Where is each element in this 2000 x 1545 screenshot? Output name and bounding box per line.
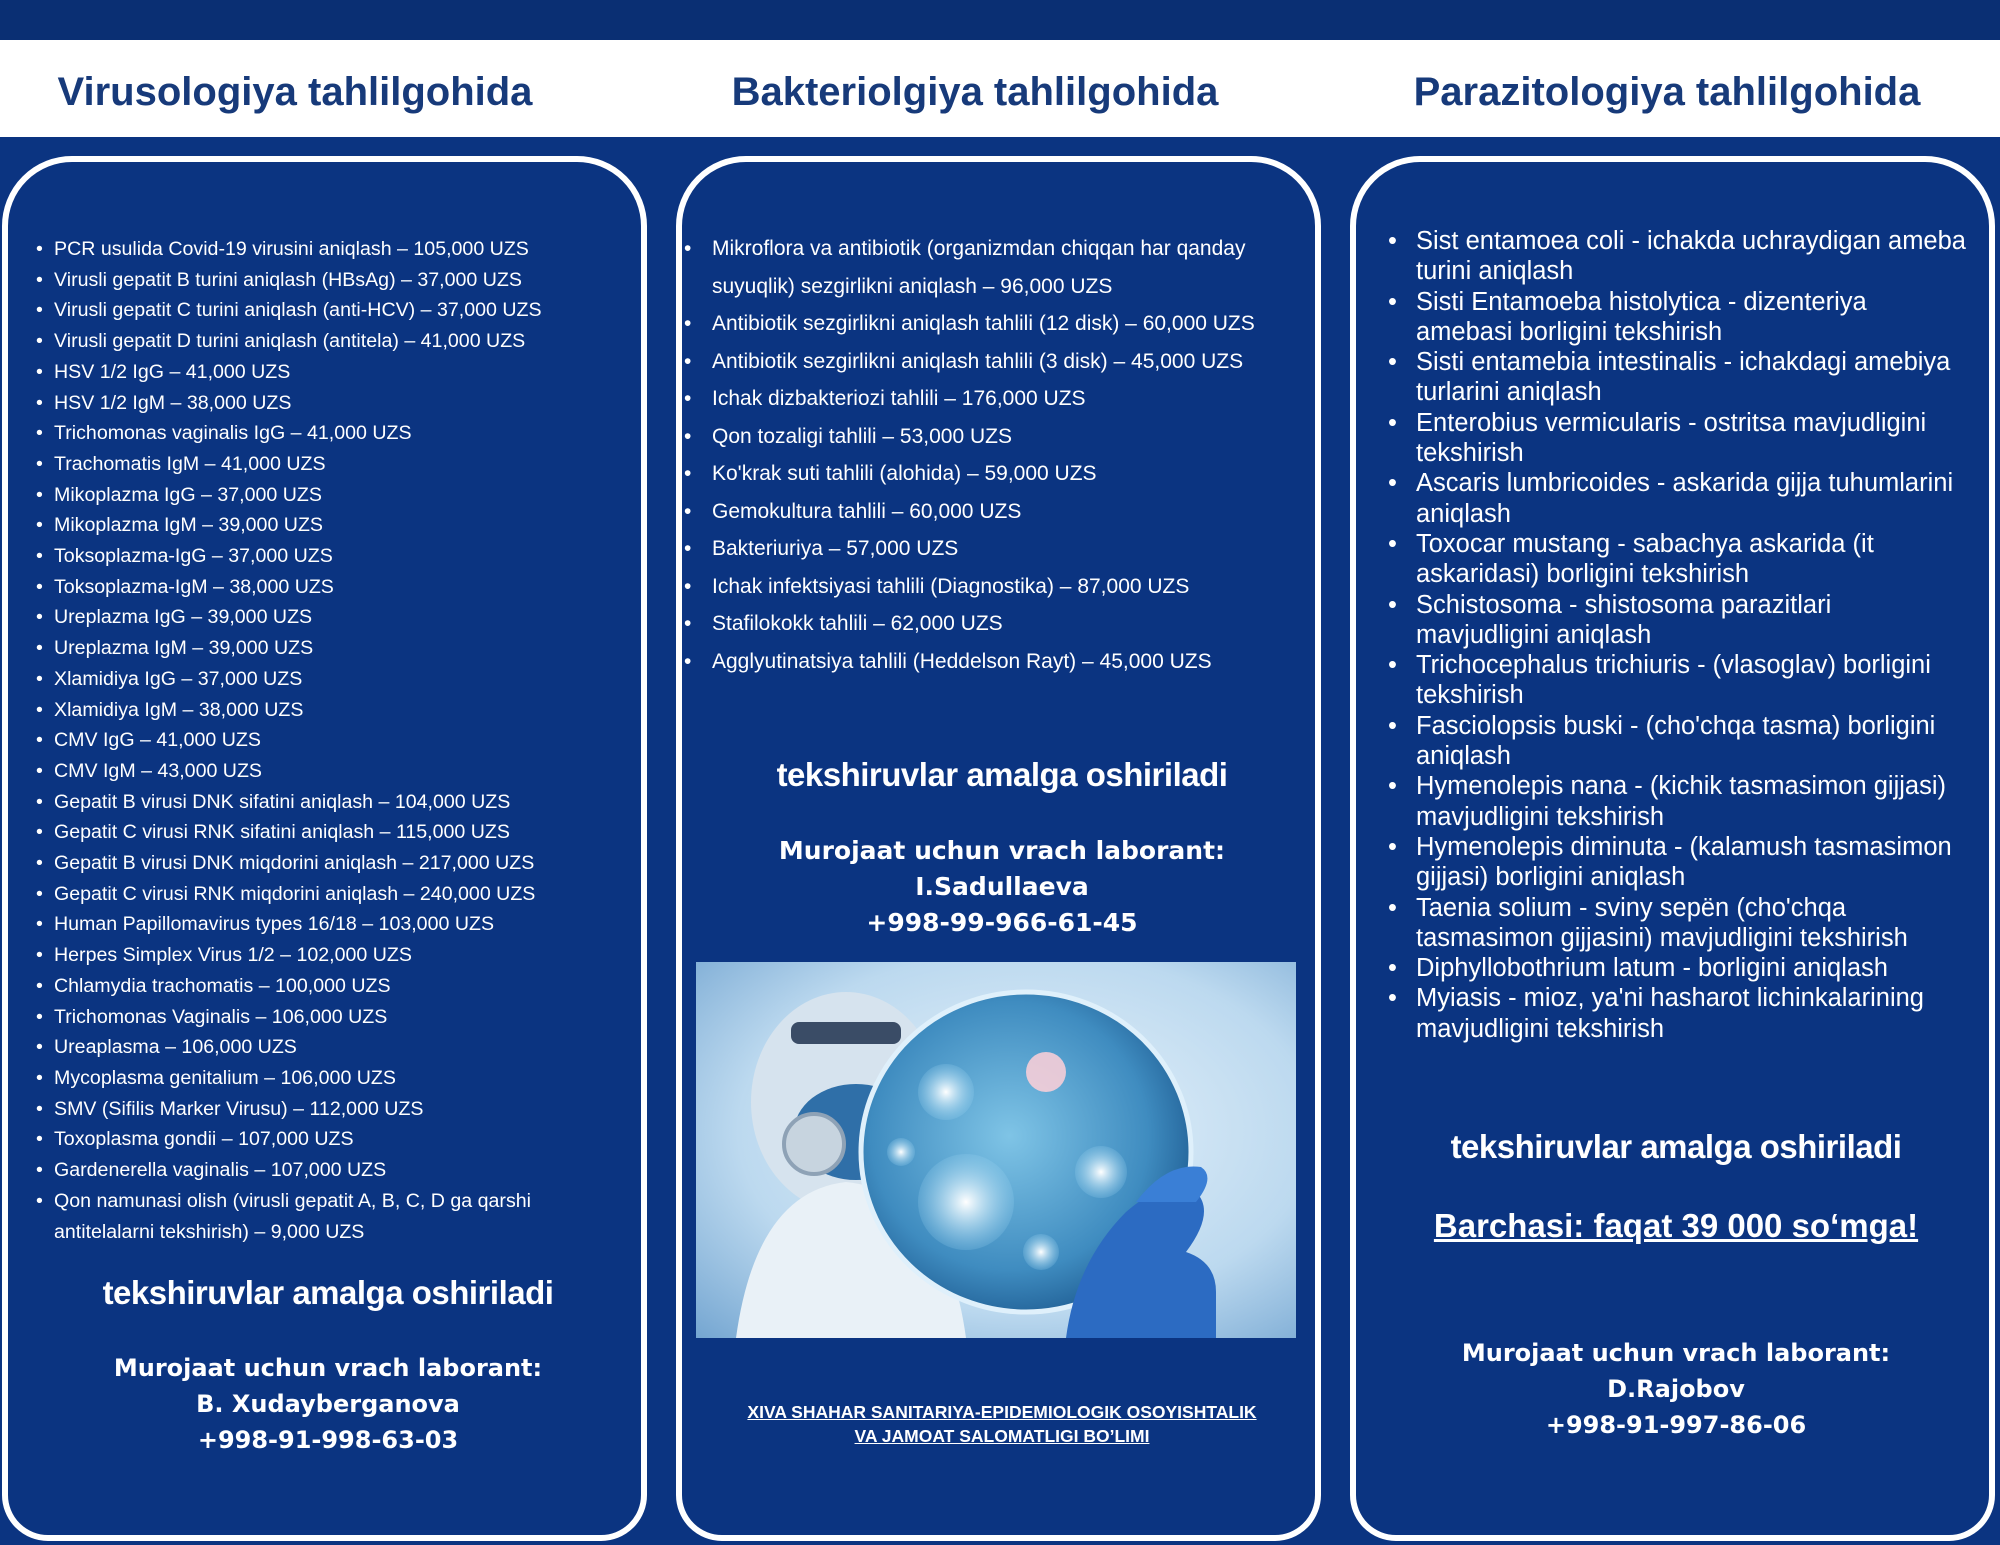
list-item: • Toxoplasma gondii – 107,000 UZS (54, 1124, 634, 1155)
parasitology-contact (1356, 1335, 1995, 1443)
list-item: • Gepatit C virusi RNK miqdorini aniqlash – 240,000 UZS (54, 879, 634, 910)
list-item: • Toksoplazma-IgG – 37,000 UZS (54, 541, 634, 572)
contact-phone: +998-91-997-86-06 (1545, 1411, 1807, 1439)
list-item: • Virusli gepatit C turini aniqlash (anti-HCV) – 37,000 UZS (54, 295, 634, 326)
list-item: • Gemokultura tahlili – 60,000 UZS (712, 493, 1321, 531)
list-item: • Stafilokokk tahlili – 62,000 UZS (712, 605, 1321, 643)
list-item: • Trachomatis IgM – 41,000 UZS (54, 449, 634, 480)
list-item: • Mikroflora va antibiotik (organizmdan chiqqan har qanday suyuqlik) sezgirlikni aniqlash – 96,000 UZS (712, 230, 1321, 305)
list-item: • Qon tozaligi tahlili – 53,000 UZS (712, 418, 1321, 456)
list-item: • Gepatit B virusi DNK miqdorini aniqlash – 217,000 UZS (54, 848, 634, 879)
list-item: • Trichomonas Vaginalis – 106,000 UZS (54, 1002, 634, 1033)
list-item: • Herpes Simplex Virus 1/2 – 102,000 UZS (54, 940, 634, 971)
list-item: • Ichak dizbakteriozi tahlili – 176,000 UZS (712, 380, 1321, 418)
list-item: • Enterobius vermicularis - ostritsa mavjudligini tekshirish (1416, 408, 1966, 469)
list-item: • Chlamydia trachomatis – 100,000 UZS (54, 971, 634, 1002)
list-item: • Agglyutinatsiya tahlili (Heddelson Rayt) – 45,000 UZS (712, 643, 1321, 681)
list-item: • Toxocar mustang - sabachya askarida (it askaridasi) borligini tekshirish (1416, 529, 1966, 590)
list-item: • Mikoplazma IgG – 37,000 UZS (54, 480, 634, 511)
list-item: • Hymenolepis nana - (kichik tasmasimon gijjasi) mavjudligini tekshirish (1416, 771, 1966, 832)
contact-phone: +998-91-998-63-03 (197, 1426, 459, 1454)
parasitology-subtitle: tekshiruvlar amalga oshiriladi (1450, 1128, 1902, 1165)
list-item: • Mikoplazma IgM – 39,000 UZS (54, 510, 634, 541)
list-item: • Ichak infektsiyasi tahlili (Diagnostika) – 87,000 UZS (712, 568, 1321, 606)
list-item: • Schistosoma - shistosoma parazitlari mavjudligini aniqlash (1416, 590, 1966, 651)
list-item: • Bakteriuriya – 57,000 UZS (712, 530, 1321, 568)
contact-name: B. Xudayberganova (196, 1390, 460, 1418)
list-item: • Gepatit C virusi RNK sifatini aniqlash – 115,000 UZS (54, 817, 634, 848)
virusology-subtitle: tekshiruvlar amalga oshiriladi (102, 1274, 554, 1311)
list-item: • Antibiotik sezgirlikni aniqlash tahlili (3 disk) – 45,000 UZS (712, 343, 1321, 381)
bacteriology-contact (682, 833, 1321, 941)
list-item: • Sist entamoea coli - ichakda uchraydigan ameba turini aniqlash (1416, 226, 1966, 287)
virusology-title: Virusologiya tahlilgohida (57, 70, 533, 114)
list-item: • Xlamidiya IgM – 38,000 UZS (54, 695, 634, 726)
list-item: • PCR usulida Covid-19 virusini aniqlash – 105,000 UZS (54, 234, 634, 265)
organization-line-1: XIVA SHAHAR SANITARIYA-EPIDEMIOLOGIK OSOYISHTALIK (747, 1402, 1257, 1422)
organization-line-2: VA JAMOAT SALOMATLIGI BO’LIMI (854, 1426, 1150, 1446)
list-item: • Trichomonas vaginalis IgG – 41,000 UZS (54, 418, 634, 449)
list-item: • Xlamidiya IgG – 37,000 UZS (54, 664, 634, 695)
contact-label: Murojaat uchun vrach laborant: (1461, 1339, 1891, 1367)
list-item: • Sisti Entamoeba histolytica - dizenteriya amebasi borligini tekshirish (1416, 287, 1966, 348)
contact-label: Murojaat uchun vrach laborant: (113, 1354, 543, 1382)
list-item: • Ureaplasma – 106,000 UZS (54, 1032, 634, 1063)
list-item: • Fasciolopsis buski - (cho'chqa tasma) borligini aniqlash (1416, 711, 1966, 772)
list-item: • Virusli gepatit B turini aniqlash (HBsAg) – 37,000 UZS (54, 265, 634, 296)
list-item: • Antibiotik sezgirlikni aniqlash tahlili (12 disk) – 60,000 UZS (712, 305, 1321, 343)
virusology-list (54, 234, 634, 1247)
top-band (0, 0, 2000, 40)
list-item: • Ureplazma IgG – 39,000 UZS (54, 602, 634, 633)
contact-name: D.Rajobov (1607, 1375, 1745, 1403)
list-item: • Ascaris lumbricoides - askarida gijja tuhumlarini aniqlash (1416, 468, 1966, 529)
list-item: • Virusli gepatit D turini aniqlash (antitela) – 41,000 UZS (54, 326, 634, 357)
list-item: • Myiasis - mioz, ya'ni hasharot lichinkalarining mavjudligini tekshirish (1416, 983, 1966, 1044)
contact-label: Murojaat uchun vrach laborant: (778, 836, 1226, 865)
virusology-contact (8, 1350, 647, 1458)
list-item: • Diphyllobothrium latum - borligini aniqlash (1416, 953, 1966, 983)
list-item: • Taenia solium - sviny sepën (cho'chqa tasmasimon gijjasini) mavjudligini tekshirish (1416, 893, 1966, 954)
bacteriology-list (712, 230, 1321, 680)
parasitology-title: Parazitologiya tahlilgohida (1413, 70, 1921, 114)
list-item: • CMV IgG – 41,000 UZS (54, 725, 634, 756)
bacteriology-panel (676, 156, 1321, 1541)
list-item: • Human Papillomavirus types 16/18 – 103,000 UZS (54, 909, 634, 940)
list-item: • Sisti entamebia intestinalis - ichakdagi amebiya turlarini aniqlash (1416, 347, 1966, 408)
virusology-panel (2, 156, 647, 1541)
list-item: • Ko'krak suti tahlili (alohida) – 59,000 UZS (712, 455, 1321, 493)
parasitology-panel (1350, 156, 1995, 1541)
lab-photo (696, 962, 1296, 1338)
list-item: • Qon namunasi olish (virusli gepatit A, B, C, D ga qarshi antitelalarni tekshirish) – 9,000 UZS (54, 1186, 634, 1247)
list-item: • Gardenerella vaginalis – 107,000 UZS (54, 1155, 634, 1186)
scientist-petri-dish-image (696, 962, 1296, 1338)
list-item: • HSV 1/2 IgM – 38,000 UZS (54, 388, 634, 419)
list-item: • Toksoplazma-IgM – 38,000 UZS (54, 572, 634, 603)
list-item: • Trichocephalus trichiuris - (vlasoglav) borligini tekshirish (1416, 650, 1966, 711)
list-item: • CMV IgM – 43,000 UZS (54, 756, 634, 787)
list-item: • HSV 1/2 IgG – 41,000 UZS (54, 357, 634, 388)
list-item: • Ureplazma IgM – 39,000 UZS (54, 633, 634, 664)
list-item: • Gepatit B virusi DNK sifatini aniqlash – 104,000 UZS (54, 787, 634, 818)
list-item: • Mycoplasma genitalium – 106,000 UZS (54, 1063, 634, 1094)
price-promo: Barchasi: faqat 39 000 so‘mga! (1433, 1207, 1919, 1244)
bacteriology-title: Bakteriolgiya tahlilgohida (731, 70, 1219, 114)
bacteriology-subtitle: tekshiruvlar amalga oshiriladi (776, 756, 1228, 793)
header-strip (0, 40, 2000, 137)
list-item: • SMV (Sifilis Marker Virusu) – 112,000 UZS (54, 1094, 634, 1125)
contact-phone: +998-99-966-61-45 (866, 908, 1138, 937)
organization-link[interactable] (682, 1400, 1321, 1448)
contact-name: I.Sadullaeva (915, 872, 1089, 901)
parasitology-list (1416, 226, 1966, 1044)
list-item: • Hymenolepis diminuta - (kalamush tasmasimon gijjasi) borligini aniqlash (1416, 832, 1966, 893)
